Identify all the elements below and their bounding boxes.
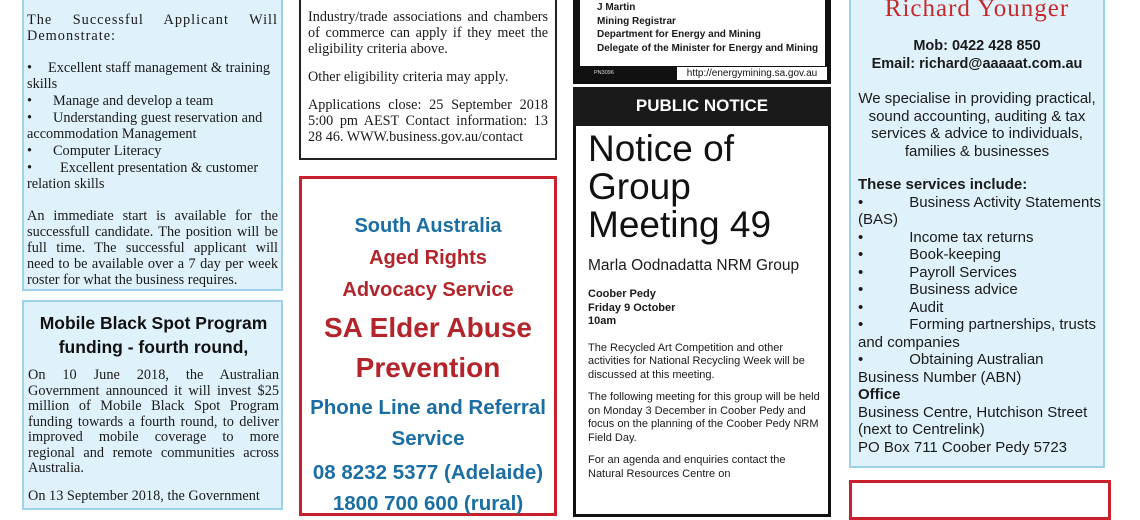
office-address: Business Centre, Hutchison Street (next to Centrelink) PO Box 711 Coober Pedy 5723 (858, 403, 1088, 456)
public-notice-body (588, 130, 824, 481)
ad-line-elder-abuse: SA Elder Abuse (324, 312, 532, 343)
ad-phone-adelaide: 08 8232 5377 (Adelaide) (312, 461, 544, 484)
notice-details: Coober Pedy Friday 9 October 10am (588, 288, 676, 327)
ad-phone-rural: 1800 700 600 (rural) (332, 492, 524, 515)
list-item: • Excellent staff management & training skills (27, 60, 271, 92)
list-item: • Payroll Services (858, 263, 1017, 281)
notice-group-name: Marla Oodnadatta NRM Group (588, 257, 800, 274)
services-list (851, 194, 1103, 387)
next-ad-border (849, 480, 1111, 520)
notice-paragraph: The following meeting for this group will be held on Monday 3 December in Coober Pedy and focus on the planning of the Coober Pedy NRM Field Day. (588, 391, 820, 444)
list-item: • Obtaining Australian Business Number (ABN) (858, 351, 1044, 386)
grant-info-panel (299, 0, 557, 160)
office-heading: Office (858, 386, 901, 403)
public-notice-header: PUBLIC NOTICE (573, 87, 831, 126)
list-item: • Business advice (858, 281, 1018, 298)
ad-line-phone-line: Phone Line and Referral (310, 396, 546, 419)
signatory-name: J Martin (597, 2, 636, 13)
applications-close-paragraph: Applications close: 25 September 2018 5:00 pm AEST Contact information: 13 28 46. WWW.business.gov.au/contact (308, 97, 548, 145)
signatory-department: Department for Energy and Mining (597, 29, 761, 40)
list-item: • Excellent presentation & customer relation skills (27, 160, 259, 192)
accountant-name: Richard Younger (884, 0, 1070, 22)
eligibility-paragraph: Industry/trade associations and chambers of commerce can apply if they meet the eligibility criteria above. (308, 9, 548, 57)
demonstrate-heading: The Successful Applicant Will Demonstrate: (27, 12, 278, 44)
other-criteria-paragraph: Other eligibility criteria may apply. (308, 69, 509, 85)
ad-line-aged-rights: Aged Rights (369, 247, 487, 269)
list-item: • Manage and develop a team (27, 93, 214, 109)
start-paragraph: An immediate start is available for the successfull candidate. The position will be full time. The successful applicant will need to be available over a 7 day per week roster for what the business requires. (27, 208, 278, 288)
black-spot-heading: Mobile Black Spot Program funding - fourth round, (39, 313, 268, 357)
mining-notice-footer (573, 66, 831, 82)
mining-signature-block (580, 0, 825, 66)
services-heading: These services include: (858, 176, 1028, 193)
energy-mining-url[interactable]: http://energymining.sa.gov.au (677, 67, 827, 80)
services-intro: We specialise in providing practical, sound accounting, auditing & tax services & advice to individuals, families & businesses (858, 90, 1096, 160)
notice-paragraph: The Recycled Art Competition and other activities for National Recycling Week will be discussed at this meeting. (588, 341, 805, 381)
black-spot-panel (22, 300, 283, 510)
list-item: • Book-keeping (858, 246, 1001, 263)
ad-line-service: Service (391, 427, 465, 450)
notice-code: PN3096 (594, 70, 614, 76)
list-item: • Understanding guest reservation and accommodation Management (27, 110, 263, 142)
ad-line-prevention: Prevention (355, 352, 501, 383)
notice-paragraph: For an agenda and enquiries contact the Natural Resources Centre on (588, 454, 786, 480)
job-ad-panel (22, 0, 283, 291)
skills-list (27, 60, 278, 192)
list-item: • Income tax returns (858, 228, 1034, 246)
ad-line-org: South Australia (354, 215, 502, 237)
elder-abuse-ad (299, 176, 557, 516)
list-item: • Audit (858, 298, 944, 316)
accountant-ad-content (851, 0, 1103, 456)
mobile-number: Mob: 0422 428 850 (913, 38, 1041, 54)
black-spot-paragraph: On 10 June 2018, the Australian Government announced it will invest $25 million of Mobile Black Spot Program funding towards a fourth round, to deliver improved mobile coverage to more regional and remote communities across Australia. (28, 367, 279, 476)
notice-title: Notice of Group Meeting 49 (588, 128, 772, 245)
list-item: • Business Activity Statements (BAS) (858, 193, 1102, 228)
black-spot-paragraph-2: On 13 September 2018, the Government (28, 487, 260, 504)
ad-line-advocacy: Advocacy Service (342, 279, 514, 301)
signatory-title: Mining Registrar (597, 15, 676, 27)
email-address: Email: richard@aaaaat.com.au (871, 56, 1083, 72)
list-item: • Computer Literacy (27, 143, 162, 159)
list-item: • Forming partnerships, trusts and companies (858, 316, 1096, 351)
signatory-delegate: Delegate of the Minister for Energy and Mining (597, 42, 819, 54)
